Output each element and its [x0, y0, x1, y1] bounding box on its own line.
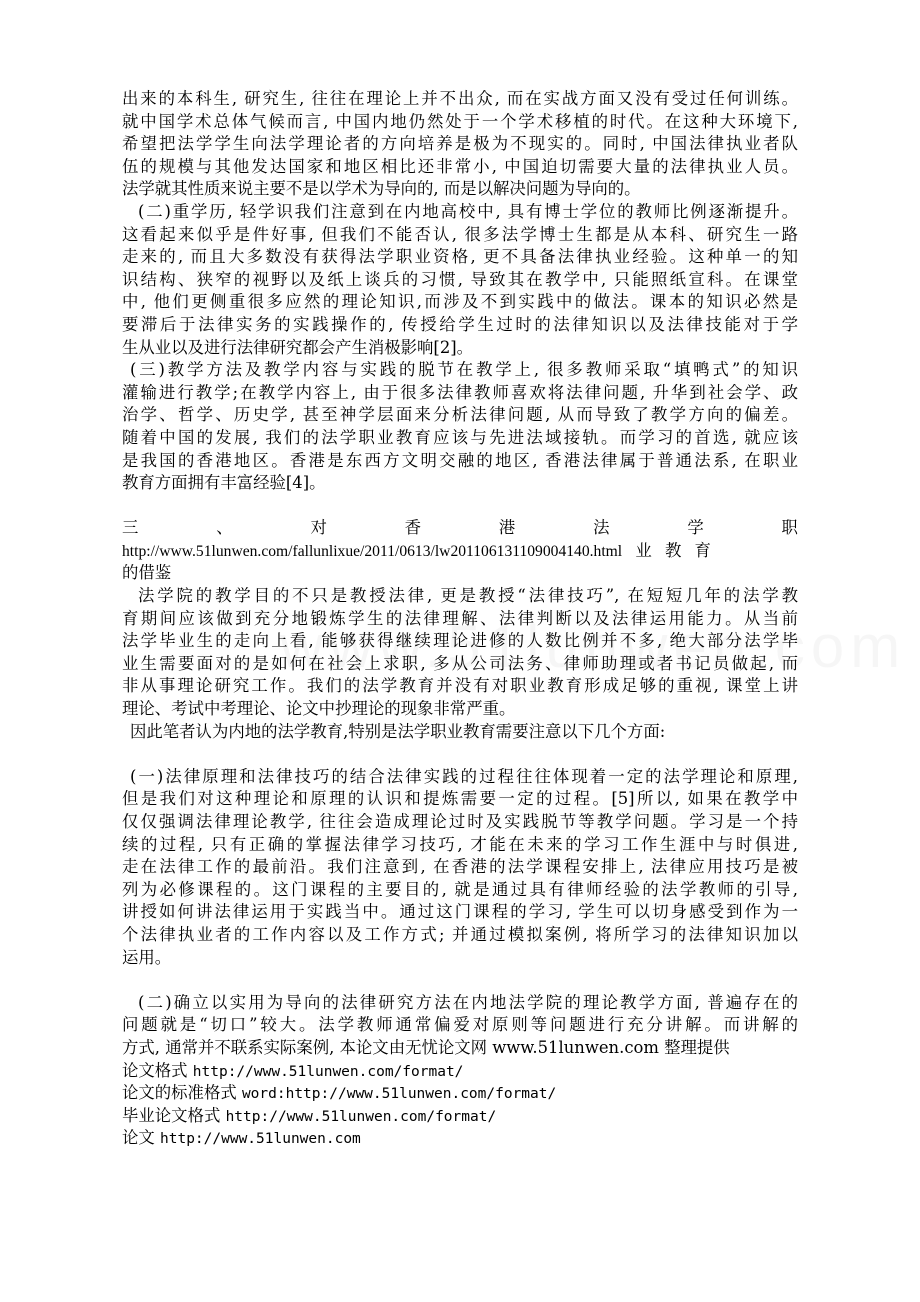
footer-link-url[interactable]: word:http://www.51lunwen.com/format/: [241, 1086, 557, 1103]
text-line: 要滞后于法律实务的实践操作的, 传授给学生过时的法律知识以及法律技能对于学: [122, 314, 798, 334]
paragraph-4: [122, 585, 798, 721]
text-line: 希望把法学学生向法学理论者的方向培养是极为不现实的。同时, 中国法律执业者队: [122, 134, 798, 154]
paragraph-5: 因此笔者认为内地的法学教育,特别是法学职业教育需要注意以下几个方面:: [130, 721, 666, 741]
text-line: 理论、考试中考理论、论文中抄理论的现象非常严重。: [122, 699, 516, 719]
text-line: (三)教学方法及教学内容与实践的脱节在教学上, 很多教师采取“填鸭式”的知识: [130, 360, 798, 380]
text-line: 法学院的教学目的不只是教授法律, 更是教授“法律技巧”, 在短短几年的法学教: [138, 586, 798, 606]
text-line: 法学毕业生的走向上看, 能够获得继续理论进修的人数比例并不多, 绝大部分法学毕: [122, 631, 798, 651]
document-body: [122, 88, 798, 1150]
text-line: 讲授如何讲法律运用于实践当中。通过这门课程的学习, 学生可以切身感受到作为一: [122, 902, 798, 922]
text-line: 个法律执业者的工作内容以及工作方式; 并通过模拟案例, 将所学习的法律知识加以: [122, 924, 798, 944]
section-heading: [122, 517, 798, 585]
text-line: 是我国的香港地区。香港是东西方文明交融的地区, 香港法律属于普通法系, 在职业: [122, 450, 798, 470]
paragraph-3: [122, 359, 798, 495]
text-line: 生从业以及进行法律研究都会产生消极影响[2]。: [122, 337, 474, 357]
paragraph-1: [122, 88, 798, 201]
heading-char: 学: [687, 518, 704, 538]
heading-char: 法: [593, 518, 610, 538]
text-line: 非从事理论研究工作。我们的法学教育并没有对职业教育形成足够的重视, 课堂上讲: [122, 676, 798, 696]
spacer: [122, 969, 798, 992]
text-line: 育期间应该做到充分地锻炼学生的法律理解、法律判断以及法律运用能力。从当前: [122, 608, 798, 628]
footer-link-url[interactable]: http://www.51lunwen.com/format/: [225, 1108, 497, 1125]
text-line: 伍的规模与其他发达国家和地区相比还非常小, 中国迫切需要大量的法律执业人员。: [122, 156, 798, 176]
text-line: (一)法律原理和法律技巧的结合法律实践的过程往往体现着一定的法学理论和原理,: [130, 766, 798, 786]
heading-url-line: [122, 540, 798, 563]
paragraph-6: [122, 766, 798, 969]
heading-char: 对: [310, 518, 327, 538]
spacer: [122, 743, 798, 766]
text-line: 续的过程, 只有正确的掌握法律学习技巧, 才能在未来的学习工作生涯中与时俱进,: [122, 834, 798, 854]
footer-link-line: [122, 1060, 798, 1083]
footer-link-url[interactable]: http://www.51lunwen.com: [160, 1131, 361, 1148]
footer-link-url[interactable]: http://www.51lunwen.com/format/: [192, 1063, 464, 1080]
heading-char: 、: [216, 518, 233, 538]
text-line: 这看起来似乎是件好事, 但我们不能否认, 很多法学博士生都是从本科、研究生一路: [122, 224, 798, 244]
text-line: 法学就其性质来说主要不是以学术为导向的, 而是以解决问题为导向的。: [122, 179, 641, 199]
heading-tail: 业 教 育: [635, 540, 715, 560]
text-line: 就中国学术总体气候而言, 中国内地仍然处于一个学术移植的时代。在这种大环境下,: [122, 111, 798, 131]
text-line: 业生需要面对的是如何在社会上求职, 多从公司法务、律师助理或者书记员做起, 而: [122, 653, 798, 673]
text-line: 方式, 通常并不联系实际案例, 本论文由无忧论文网 www.51lunwen.com 整理提供: [122, 1037, 730, 1057]
heading-spread-line: [122, 517, 798, 540]
text-line: 走来的, 而且大多数没有获得法学职业资格, 更不具备法律执业经验。这种单一的知: [122, 247, 798, 267]
footer-link-label: 论文: [122, 1128, 160, 1148]
text-line: 随着中国的发展, 我们的法学职业教育应该与先进法域接轨。而学习的首选, 就应该: [122, 427, 798, 447]
heading-char: 香: [404, 518, 422, 538]
footer-link-line: [122, 1105, 798, 1128]
heading-line-3: 的借鉴: [122, 563, 172, 583]
text-line: 列为必修课程的。这门课程的主要目的, 就是通过具有律师经验的法学教师的引导,: [122, 879, 798, 899]
text-line: 教育方面拥有丰富经验[4]。: [122, 473, 326, 493]
footer-link-line: [122, 1127, 798, 1150]
heading-char: 三: [122, 518, 139, 538]
text-line: 但是我们对这种理论和原理的认识和提炼需要一定的过程。[5]所以, 如果在教学中: [122, 789, 798, 809]
footer-link-label: 论文格式: [122, 1060, 193, 1080]
text-line: (二)确立以实用为导向的法律研究方法在内地法学院的理论教学方面, 普遍存在的: [138, 992, 798, 1012]
paragraph-7: [122, 992, 798, 1060]
text-line: 走在法律工作的最前沿。我们注意到, 在香港的法学课程安排上, 法律应用技巧是被: [122, 857, 798, 877]
heading-char: 港: [498, 518, 516, 538]
footer-link-label: 毕业论文格式: [122, 1105, 226, 1125]
heading-char: 职: [781, 518, 798, 538]
text-line: 识结构、狭窄的视野以及纸上谈兵的习惯, 导致其在教学中, 只能照纸宣科。在课堂: [122, 269, 798, 289]
text-line: 中, 他们更侧重很多应然的理论知识,而涉及不到实践中的做法。课本的知识必然是: [122, 292, 798, 312]
text-line: 灌输进行教学;在教学内容上, 由于很多法律教师喜欢将法律问题, 升华到社会学、政: [122, 382, 798, 402]
text-line: 问题就是“切口”较大。法学教师通常偏爱对原则等问题进行充分讲解。而讲解的: [122, 1015, 798, 1035]
paragraph-2: [122, 201, 798, 359]
text-line: 治学、哲学、历史学, 甚至神学层面来分析法律问题, 从而导致了教学方向的偏差。: [122, 405, 798, 425]
text-line: 仅仅强调法律理论教学, 往往会造成理论过时及实践脱节等教学问题。学习是一个持: [122, 812, 798, 831]
footer-links: [122, 1060, 798, 1150]
footer-link-line: [122, 1082, 798, 1105]
footer-link-label: 论文的标准格式: [122, 1083, 242, 1103]
text-line: 运用。: [122, 947, 172, 967]
spacer: [122, 495, 798, 518]
heading-url[interactable]: http://www.51lunwen.com/fallunlixue/2011/0613/lw201106131109004140.html: [122, 542, 623, 560]
text-line: 出来的本科生, 研究生, 往往在理论上并不出众, 而在实战方面又没有受过任何训练。: [122, 89, 798, 108]
text-line: (二)重学历, 轻学识我们注意到在内地高校中, 具有博士学位的教师比例逐渐提升。: [138, 201, 798, 221]
